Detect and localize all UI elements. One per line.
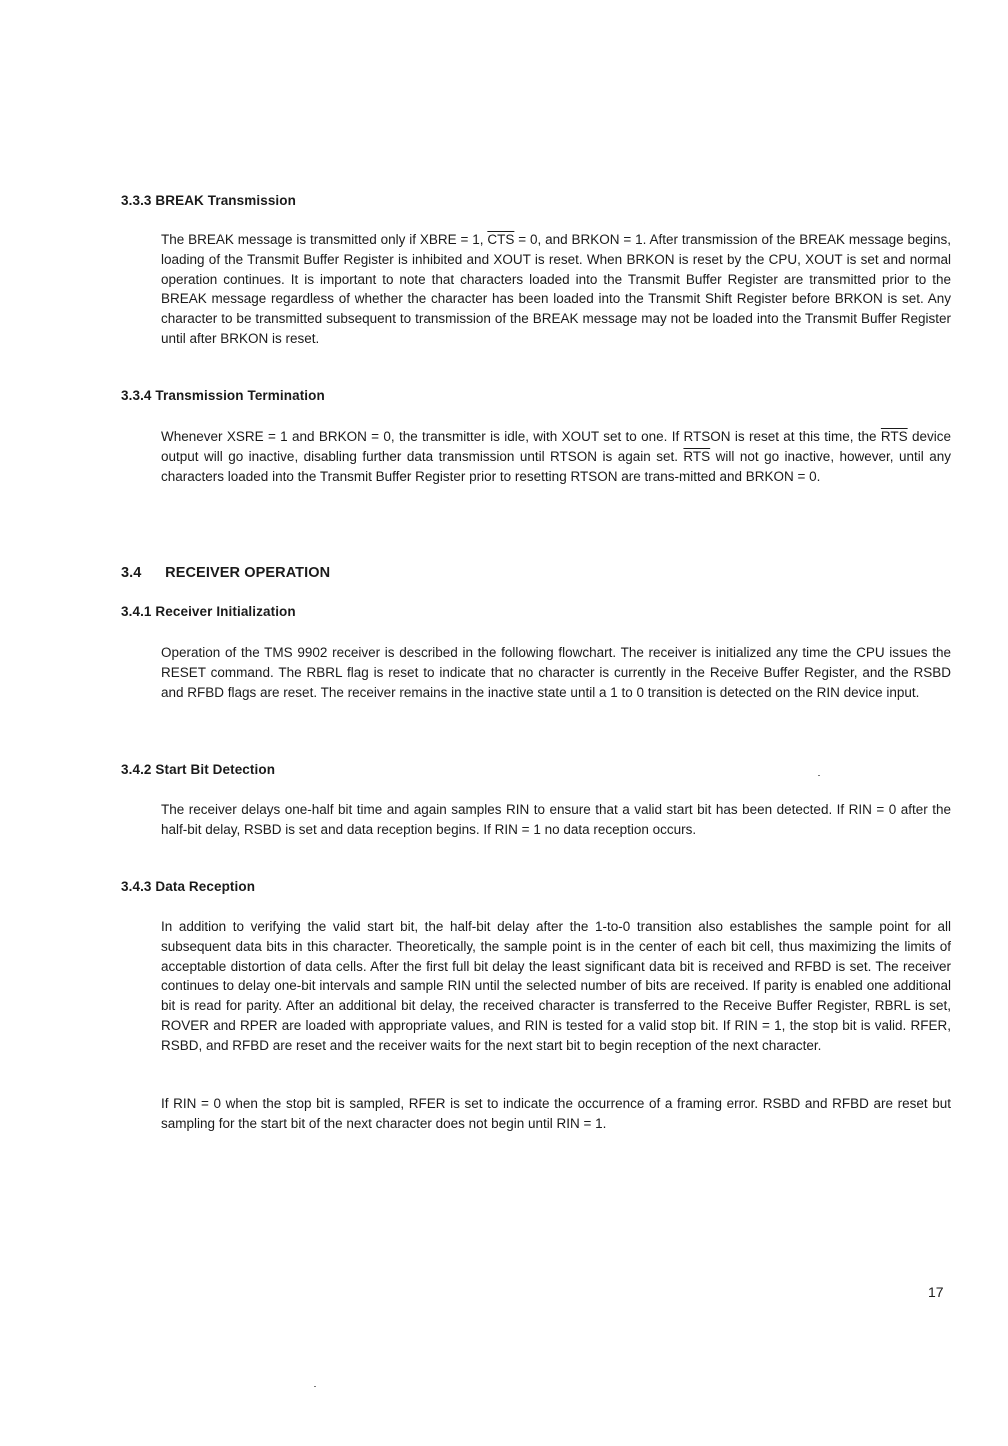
section-number: 3.3.3	[121, 193, 152, 208]
section-title: Transmission Termination	[155, 388, 325, 403]
paragraph-break-transmission	[161, 230, 951, 349]
heading-3-4	[121, 565, 330, 581]
paragraph-data-reception: In addition to verifying the valid start bit, the half-bit delay after the 1-to-0 transition also establishes the sample point for all subsequent data bits in this character. Theoretically, the sample point is in the center of each bit cell, thus maximizing the limits of acceptable distortion of data cells. After the first full bit delay the least significant data bit is received and RFBD is set. The receiver continues to delay one-bit intervals and sample RIN until the selected number of bits are received. If parity is enabled one additional bit is read for parity. After an additional bit delay, the received character is transferred to the Receive Buffer Register, RBRL is set, ROVER and RPER are loaded with appropriate values, and RIN is tested for a valid stop bit. If RIN = 1, the stop bit is valid. RFER, RSBD, and RFBD are reset and the receiver waits for the next start bit to begin reception of the next character.	[161, 919, 951, 1053]
section-number: 3.4.2	[121, 762, 152, 777]
text-run: = 0, and BRKON = 1. After transmission of the BREAK message begins, loading of the Transmit Buffer Register is inhibited and XOUT is reset. When BRKON is reset by the CPU, XOUT is set and normal operation continues. It is important to note that characters loaded into the Transmit Buffer Register are transmitted prior to the BREAK message regardless of whether the character has been loaded into the Transmit Shift Register before BRKON is set. Any character to be transmitted subsequent to transmission of the BREAK message may not be loaded into the Transmit Buffer Register until after BRKON is reset.	[161, 232, 951, 346]
section-title: Data Reception	[155, 879, 256, 894]
heading-3-3-3	[121, 193, 296, 208]
signal-cts-overlined: $\overline{CTS}$	[487, 232, 515, 247]
scan-speck	[818, 775, 820, 776]
signal-rts-overlined: $\overline{RTS}$	[683, 448, 711, 464]
signal-rts-overlined: $\overline{RTS}$	[880, 429, 908, 444]
text-run: Whenever XSRE = 1 and BRKON = 0, the transmitter is idle, with XOUT set to one. If RTSON is reset at this time, the	[161, 429, 881, 444]
paragraph-framing-error: If RIN = 0 when the stop bit is sampled, RFER is set to indicate the occurrence of a framing error. RSBD and RFBD are reset but sampling for the start bit of the next character does not begin until RIN = 1.	[161, 1096, 951, 1131]
section-number: 3.4.1	[121, 604, 152, 619]
text-run: The BREAK message is transmitted only if XBRE = 1,	[161, 232, 488, 247]
heading-3-4-1	[121, 604, 296, 619]
paragraph-start-bit-detection: The receiver delays one-half bit time and again samples RIN to ensure that a valid start bit has been detected. If RIN = 0 after the half-bit delay, RSBD is set and data reception begins. If RIN = 1 no data reception occurs.	[161, 802, 951, 837]
section-title: Receiver Initialization	[155, 604, 296, 619]
scan-speck	[314, 1386, 316, 1387]
text-run: will not go inactive, however, until any characters loaded into the Transmit Buffer Register prior to resetting RTSON are trans-mitted and BRKON = 0.	[161, 448, 951, 484]
section-title: Start Bit Detection	[155, 762, 276, 777]
section-number: 3.3.4	[121, 388, 152, 403]
paragraph-transmission-termination	[161, 427, 951, 486]
text-run: device output will go inactive, disabling further data transmission until RTSON is again set.	[161, 429, 951, 464]
section-number: 3.4.3	[121, 879, 152, 894]
heading-3-4-2	[121, 762, 275, 777]
paragraph-receiver-initialization: Operation of the TMS 9902 receiver is described in the following flowchart. The receiver is initialized any time the CPU issues the RESET command. The RBRL flag is reset to indicate that no character is currently in the Receive Buffer Register, and the RSBD and RFBD flags are reset. The receiver remains in the inactive state until a 1 to 0 transition is detected on the RIN device input.	[161, 645, 951, 700]
page-number: 17	[928, 1284, 944, 1300]
heading-3-3-4	[121, 388, 325, 403]
section-title: BREAK Transmission	[155, 193, 296, 208]
section-title: RECEIVER OPERATION	[165, 565, 331, 581]
heading-3-4-3	[121, 879, 255, 894]
section-number: 3.4	[121, 565, 142, 581]
